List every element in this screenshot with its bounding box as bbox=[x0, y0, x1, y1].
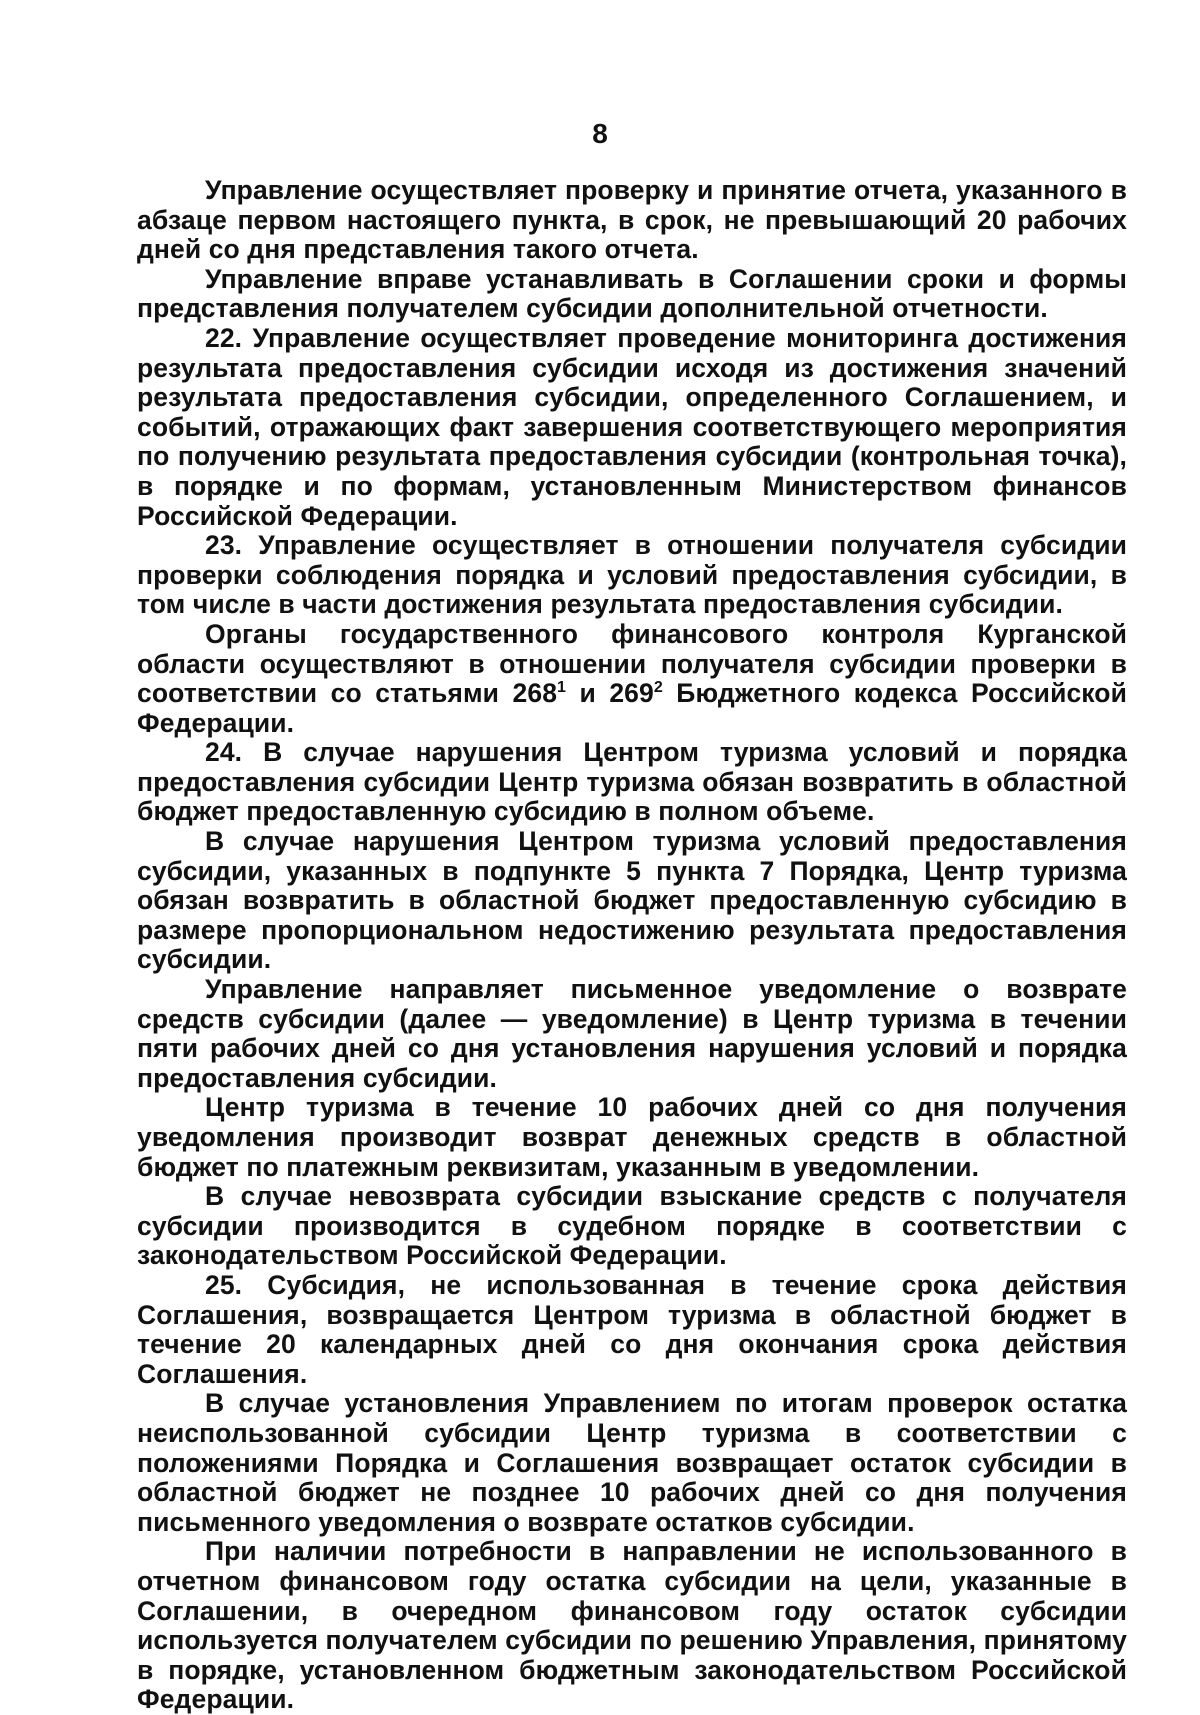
paragraph-text: и 269 bbox=[566, 678, 654, 709]
superscript: 2 bbox=[653, 679, 663, 697]
paragraph: При наличии потребности в направлении не использованного в отчетном финансовом году остатка субсидии на цели, указанные в Соглашении, в очередном финансовом году остаток субсидии используется получателем субсидии по решению Управления, принятому в порядке, установленном бюджетным законодательством Российской Федерации. bbox=[137, 1536, 1127, 1715]
paragraph: Управление направляет письменное уведомление о возврате средств субсидии (далее — уведомление) в Центр туризма в течении пяти рабочих дней со дня установления нарушения условий и порядка предоставления субсидии. bbox=[137, 974, 1127, 1093]
paragraph: 22. Управление осуществляет проведение мониторинга достижения результата предоставления субсидии исходя из достижения значений результата предоставления субсидии, определенного Соглашением, и событий, отражающих факт завершения соответствующего мероприятия по получению результата предоставления субсидии (контрольная точка), в порядке и по формам, установленным Министерством финансов Российской Федерации. bbox=[137, 322, 1127, 531]
paragraph-control-organs bbox=[137, 620, 1127, 738]
paragraph: 23. Управление осуществляет в отношении получателя субсидии проверки соблюдения порядка и условий предоставления субсидии, в том числе в части достижения результата предоставления субсидии. bbox=[137, 530, 1127, 620]
paragraph: Центр туризма в течение 10 рабочих дней со дня получения уведомления производит возврат денежных средств в областной бюджет по платежным реквизитам, указанным в уведомлении. bbox=[137, 1092, 1127, 1182]
paragraph: Управление осуществляет проверку и принятие отчета, указанного в абзаце первом настоящего пункта, в срок, не превышающий 20 рабочих дней со дня представления такого отчета. bbox=[137, 175, 1127, 265]
paragraph: В случае невозврата субсидии взыскание средств с получателя субсидии производится в судебном порядке в соответствии с законодательством Российской Федерации. bbox=[137, 1181, 1127, 1271]
paragraph: 25. Субсидия, не использованная в течение срока действия Соглашения, возвращается Центром туризма в областной бюджет в течение 20 календарных дней со дня окончания срока действия Соглашения. bbox=[137, 1269, 1127, 1389]
paragraph-text: Органы государственного финансового контроля Курганской области осуществляют в отношении получателя субсидии проверки в соответствии со статьями 268 bbox=[137, 618, 1127, 709]
paragraph: 24. В случае нарушения Центром туризма условий и порядка предоставления субсидии Центр туризма обязан возвратить в областной бюджет предоставленную субсидию в полном объеме. bbox=[137, 737, 1127, 827]
document-body bbox=[137, 176, 1127, 1715]
page-number: 8 bbox=[592, 118, 608, 149]
paragraph: Управление вправе устанавливать в Соглашении сроки и формы представления получателем субсидии дополнительной отчетности. bbox=[137, 263, 1127, 324]
paragraph: В случае нарушения Центром туризма условий предоставления субсидии, указанных в подпункте 5 пункта 7 Порядка, Центр туризма обязан возвратить в областной бюджет предоставленную субсидию в размере пропорциональном недостижению результата предоставления субсидии. bbox=[137, 826, 1127, 975]
paragraph-text: Бюджетного кодекса Российской Федерации. bbox=[137, 678, 1127, 738]
paragraph: В случае установления Управлением по итогам проверок остатка неиспользованной субсидии Центр туризма в соответствии с положениями Порядка и Соглашения возвращает остаток субсидии в областной бюджет не позднее 10 рабочих дней со дня получения письменного уведомления о возврате остатков субсидии. bbox=[137, 1388, 1127, 1537]
superscript: 1 bbox=[557, 679, 567, 697]
